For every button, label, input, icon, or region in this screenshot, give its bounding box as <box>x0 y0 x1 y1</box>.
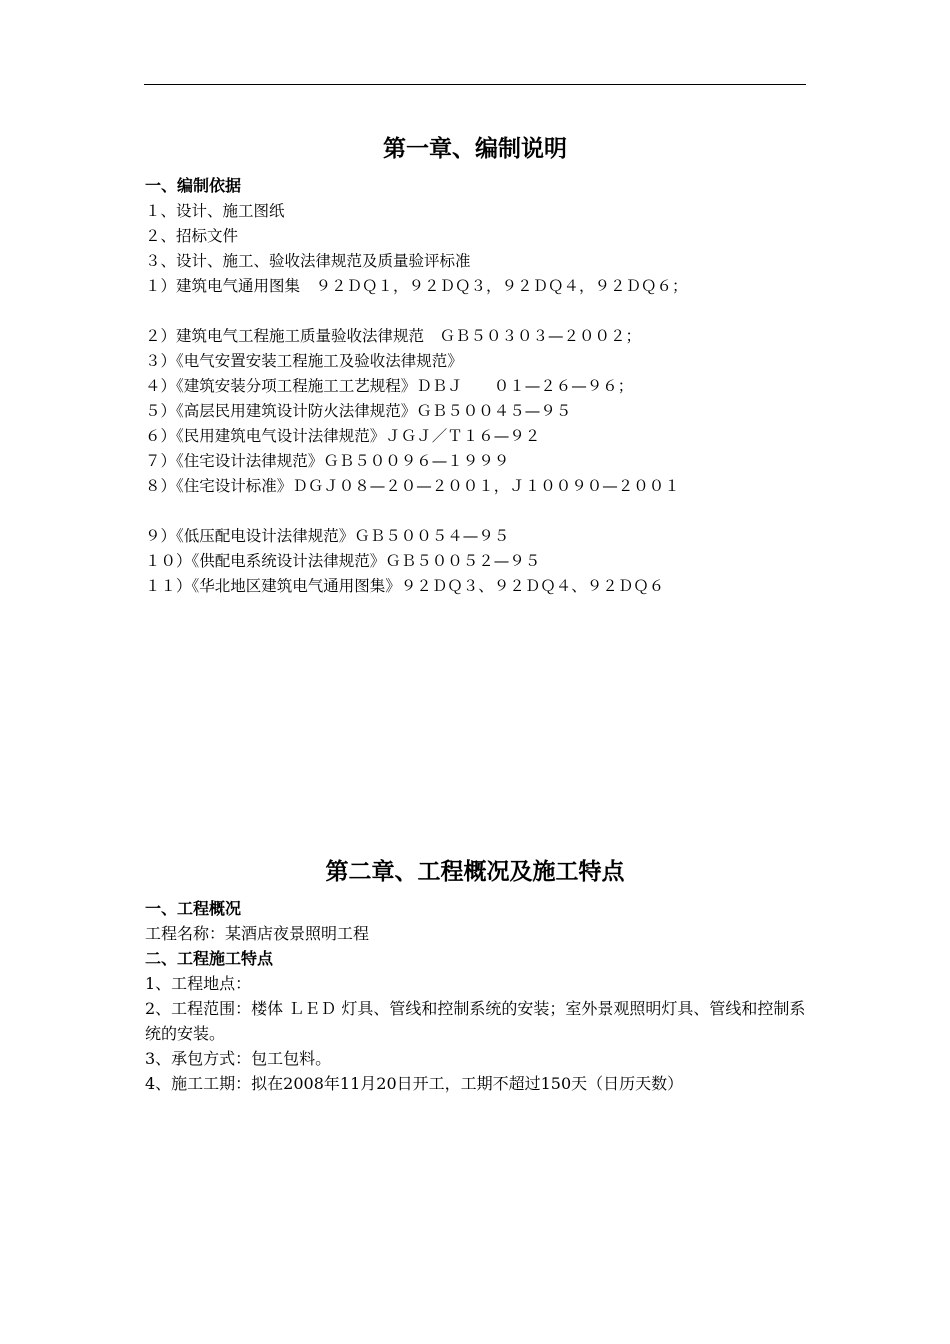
list-item: ３、设计、施工、验收法律规范及质量验评标准 <box>145 252 471 270</box>
list-item: ２）建筑电气工程施工质量验收法律规范 ＧＢ５０３０３—２００２； <box>145 327 642 345</box>
chapter2-title: 第二章、工程概况及施工特点 <box>325 859 625 885</box>
list-item: 2、工程范围：楼体 ＬＥＤ 灯具、管线和控制系统的安装；室外景观照明灯具、管线和控制系统的安装。 <box>145 999 806 1043</box>
header-rule <box>144 84 806 85</box>
list-item: １１）《华北地区建筑电气通用图集》９２ＤＱ３、９２ＤＱ４、９２ＤＱ６ <box>145 577 665 595</box>
list-item: ８）《住宅设计标准》ＤＧＪ０８—２０—２００１，Ｊ１００９０—２００１ <box>145 477 680 495</box>
section-basis-heading: 一、编制依据 <box>145 176 242 195</box>
section-features-heading: 二、工程施工特点 <box>145 949 274 968</box>
basis-list <box>145 199 805 599</box>
chapter1-title: 第一章、编制说明 <box>383 136 567 162</box>
list-item: ６）《民用建筑电气设计法律规范》ＪＧＪ／Ｔ１６—９２ <box>145 427 541 445</box>
list-item: １、设计、施工图纸 <box>145 202 285 220</box>
list-item: 1、工程地点： <box>145 974 252 993</box>
project-name: 工程名称：某酒店夜景照明工程 <box>145 924 370 943</box>
list-item: 4、施工工期：拟在2008年11月20日开工，工期不超过150天（日历天数） <box>145 1074 684 1093</box>
list-item: ４）《建筑安装分项工程施工工艺规程》ＤＢＪ ０１—２６—９６； <box>145 377 634 395</box>
list-item: １）建筑电气通用图集 ９２ＤＱ１，９２ＤＱ３，９２ＤＱ４，９２ＤＱ６； <box>145 277 688 295</box>
list-item: 3、承包方式：包工包料。 <box>145 1049 332 1068</box>
list-item: １０）《供配电系统设计法律规范》ＧＢ５００５２—９５ <box>145 552 541 570</box>
list-item: ９）《低压配电设计法律规范》ＧＢ５００５４—９５ <box>145 527 510 545</box>
list-item: ３）《电气安置安装工程施工及验收法律规范》 <box>145 352 463 370</box>
chapter2-body <box>145 896 817 1096</box>
list-item: ５）《高层民用建筑设计防火法律规范》ＧＢ５００４５—９５ <box>145 402 572 420</box>
section-overview-heading: 一、工程概况 <box>145 899 242 918</box>
blank-line <box>145 299 805 324</box>
list-item: ２、招标文件 <box>145 227 239 245</box>
list-item: ７）《住宅设计法律规范》ＧＢ５００９６—１９９９ <box>145 452 510 470</box>
